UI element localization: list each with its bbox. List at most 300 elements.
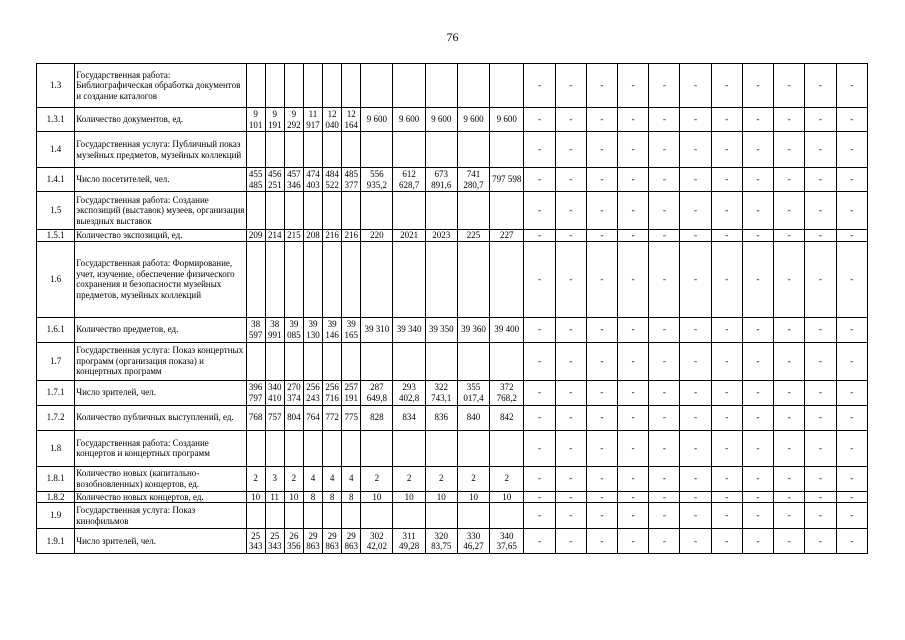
value-cell: 775: [342, 405, 361, 430]
table-row: [37, 230, 868, 242]
value-cell: 372 768,2: [490, 380, 524, 405]
value-cell: [361, 132, 393, 168]
dash-cell: -: [618, 342, 649, 380]
dash-cell: -: [555, 503, 586, 529]
value-cell: 225: [457, 230, 489, 242]
dash-cell: -: [742, 430, 773, 466]
value-cell: 322 743,1: [425, 380, 457, 405]
value-cell: 8: [342, 491, 361, 503]
value-cell: [246, 503, 265, 529]
value-cell: 474 403: [303, 168, 322, 192]
value-cell: 9 191: [265, 108, 284, 132]
value-cell: 227: [490, 230, 524, 242]
value-cell: 2: [457, 466, 489, 491]
value-cell: 4: [303, 466, 322, 491]
value-cell: 10: [490, 491, 524, 503]
value-cell: [284, 192, 303, 230]
value-cell: [284, 430, 303, 466]
value-cell: 2: [361, 466, 393, 491]
value-cell: 39 130: [303, 317, 322, 342]
dash-cell: -: [711, 192, 742, 230]
dash-cell: -: [618, 241, 649, 317]
value-cell: 10: [425, 491, 457, 503]
table-row: [37, 132, 868, 168]
dash-cell: -: [836, 380, 867, 405]
value-cell: [246, 132, 265, 168]
dash-cell: -: [711, 108, 742, 132]
value-cell: [490, 241, 524, 317]
value-cell: 29 863: [342, 529, 361, 554]
value-cell: [490, 430, 524, 466]
dash-cell: -: [680, 192, 711, 230]
dash-cell: -: [524, 491, 555, 503]
dash-cell: -: [680, 132, 711, 168]
dash-cell: -: [742, 405, 773, 430]
dash-cell: -: [774, 380, 805, 405]
dash-cell: -: [680, 108, 711, 132]
dash-cell: -: [680, 380, 711, 405]
value-cell: [246, 192, 265, 230]
dash-cell: -: [649, 430, 680, 466]
dash-cell: -: [618, 405, 649, 430]
value-cell: [393, 192, 425, 230]
value-cell: [361, 503, 393, 529]
dash-cell: -: [649, 192, 680, 230]
row-code: 1.7: [37, 342, 75, 380]
value-cell: 340 37,65: [490, 529, 524, 554]
value-cell: [457, 132, 489, 168]
value-cell: 612 628,7: [393, 168, 425, 192]
value-cell: 39 085: [284, 317, 303, 342]
value-cell: [323, 430, 342, 466]
value-cell: 8: [303, 491, 322, 503]
dash-cell: -: [618, 380, 649, 405]
dash-cell: -: [555, 132, 586, 168]
value-cell: [393, 132, 425, 168]
dash-cell: -: [680, 230, 711, 242]
dash-cell: -: [618, 192, 649, 230]
row-code: 1.9.1: [37, 529, 75, 554]
dash-cell: -: [618, 168, 649, 192]
row-code: 1.8.2: [37, 491, 75, 503]
value-cell: [284, 64, 303, 108]
dash-cell: -: [524, 317, 555, 342]
value-cell: [425, 241, 457, 317]
dash-cell: -: [649, 529, 680, 554]
dash-cell: -: [742, 466, 773, 491]
value-cell: 804: [284, 405, 303, 430]
dash-cell: -: [742, 108, 773, 132]
value-cell: 4: [323, 466, 342, 491]
value-cell: 26 356: [284, 529, 303, 554]
value-cell: [323, 342, 342, 380]
dash-cell: -: [711, 132, 742, 168]
dash-cell: -: [555, 230, 586, 242]
value-cell: 38 991: [265, 317, 284, 342]
value-cell: 9 600: [425, 108, 457, 132]
row-name: Число посетителей, чел.: [75, 168, 246, 192]
value-cell: 3: [265, 466, 284, 491]
dash-cell: -: [586, 192, 617, 230]
value-cell: [342, 132, 361, 168]
dash-cell: -: [555, 380, 586, 405]
value-cell: [361, 241, 393, 317]
dash-cell: -: [618, 491, 649, 503]
dash-cell: -: [524, 132, 555, 168]
dash-cell: -: [805, 168, 836, 192]
dash-cell: -: [618, 64, 649, 108]
dash-cell: -: [805, 241, 836, 317]
dash-cell: -: [555, 192, 586, 230]
dash-cell: -: [805, 342, 836, 380]
dash-cell: -: [805, 503, 836, 529]
value-cell: 772: [323, 405, 342, 430]
dash-cell: -: [555, 430, 586, 466]
value-cell: 25 343: [265, 529, 284, 554]
dash-cell: -: [836, 529, 867, 554]
value-cell: [490, 192, 524, 230]
dash-cell: -: [524, 64, 555, 108]
value-cell: 456 251: [265, 168, 284, 192]
value-cell: 220: [361, 230, 393, 242]
value-cell: 38 597: [246, 317, 265, 342]
value-cell: 39 350: [425, 317, 457, 342]
dash-cell: -: [711, 430, 742, 466]
value-cell: 256 716: [323, 380, 342, 405]
value-cell: 293 402,8: [393, 380, 425, 405]
row-name: Количество экспозиций, ед.: [75, 230, 246, 242]
value-cell: 836: [425, 405, 457, 430]
value-cell: [303, 241, 322, 317]
value-cell: 11 917: [303, 108, 322, 132]
value-cell: 10: [393, 491, 425, 503]
dash-cell: -: [836, 132, 867, 168]
value-cell: [393, 342, 425, 380]
value-cell: [284, 342, 303, 380]
value-cell: 2: [490, 466, 524, 491]
dash-cell: -: [524, 168, 555, 192]
dash-cell: -: [836, 405, 867, 430]
dash-cell: -: [618, 108, 649, 132]
dash-cell: -: [742, 503, 773, 529]
value-cell: [457, 430, 489, 466]
dash-cell: -: [555, 64, 586, 108]
row-code: 1.7.2: [37, 405, 75, 430]
dash-cell: -: [805, 108, 836, 132]
dash-cell: -: [836, 342, 867, 380]
dash-cell: -: [649, 342, 680, 380]
dash-cell: -: [524, 230, 555, 242]
dash-cell: -: [742, 380, 773, 405]
row-name: Государственная работа: Библиографическая обработка документов и создание каталогов: [75, 64, 246, 108]
table-row: [37, 529, 868, 554]
dash-cell: -: [586, 168, 617, 192]
row-code: 1.3: [37, 64, 75, 108]
dash-cell: -: [805, 317, 836, 342]
dash-cell: -: [742, 64, 773, 108]
value-cell: 270 374: [284, 380, 303, 405]
dash-cell: -: [618, 503, 649, 529]
dash-cell: -: [524, 405, 555, 430]
dash-cell: -: [836, 317, 867, 342]
dash-cell: -: [774, 192, 805, 230]
value-cell: [490, 342, 524, 380]
dash-cell: -: [555, 241, 586, 317]
dash-cell: -: [774, 430, 805, 466]
dash-cell: -: [524, 380, 555, 405]
value-cell: 396 797: [246, 380, 265, 405]
dash-cell: -: [680, 168, 711, 192]
value-cell: 320 83,75: [425, 529, 457, 554]
dash-cell: -: [680, 430, 711, 466]
dash-cell: -: [524, 241, 555, 317]
row-name: Государственная услуга: Показ концертных программ (организация показа) и концертных программ: [75, 342, 246, 380]
value-cell: [425, 503, 457, 529]
dash-cell: -: [680, 64, 711, 108]
dash-cell: -: [555, 466, 586, 491]
value-cell: [361, 430, 393, 466]
dash-cell: -: [836, 466, 867, 491]
value-cell: [303, 430, 322, 466]
value-cell: 302 42,02: [361, 529, 393, 554]
value-cell: 840: [457, 405, 489, 430]
dash-cell: -: [555, 491, 586, 503]
dash-cell: -: [742, 317, 773, 342]
dash-cell: -: [836, 108, 867, 132]
dash-cell: -: [618, 430, 649, 466]
dash-cell: -: [711, 317, 742, 342]
dash-cell: -: [711, 342, 742, 380]
row-name: Количество документов, ед.: [75, 108, 246, 132]
dash-cell: -: [805, 132, 836, 168]
value-cell: 673 891,6: [425, 168, 457, 192]
value-cell: 29 863: [303, 529, 322, 554]
row-name: Число зрителей, чел.: [75, 380, 246, 405]
dash-cell: -: [524, 342, 555, 380]
value-cell: 9 292: [284, 108, 303, 132]
value-cell: [425, 342, 457, 380]
dash-cell: -: [774, 317, 805, 342]
dash-cell: -: [586, 491, 617, 503]
value-cell: 9 600: [361, 108, 393, 132]
row-code: 1.6.1: [37, 317, 75, 342]
value-cell: [361, 192, 393, 230]
row-code: 1.4: [37, 132, 75, 168]
dash-cell: -: [649, 64, 680, 108]
dash-cell: -: [649, 132, 680, 168]
value-cell: 208: [303, 230, 322, 242]
row-name: Количество предметов, ед.: [75, 317, 246, 342]
value-cell: [303, 342, 322, 380]
value-cell: 9 101: [246, 108, 265, 132]
dash-cell: -: [711, 529, 742, 554]
dash-cell: -: [805, 380, 836, 405]
value-cell: [323, 132, 342, 168]
value-cell: 11: [265, 491, 284, 503]
value-cell: [342, 342, 361, 380]
value-cell: 39 165: [342, 317, 361, 342]
row-code: 1.9: [37, 503, 75, 529]
value-cell: [342, 241, 361, 317]
value-cell: [361, 342, 393, 380]
dash-cell: -: [555, 405, 586, 430]
dash-cell: -: [649, 380, 680, 405]
row-name: Государственная работа: Создание экспозиций (выставок) музеев, организация выездных выставок: [75, 192, 246, 230]
dash-cell: -: [774, 64, 805, 108]
value-cell: 828: [361, 405, 393, 430]
value-cell: [425, 132, 457, 168]
dash-cell: -: [742, 192, 773, 230]
value-cell: 842: [490, 405, 524, 430]
value-cell: [323, 241, 342, 317]
value-cell: [265, 132, 284, 168]
row-code: 1.4.1: [37, 168, 75, 192]
row-name: Государственная работа: Создание концертов и концертных программ: [75, 430, 246, 466]
value-cell: 39 340: [393, 317, 425, 342]
value-cell: [393, 503, 425, 529]
value-cell: [342, 192, 361, 230]
dash-cell: -: [774, 241, 805, 317]
value-cell: 10: [284, 491, 303, 503]
table-row: [37, 241, 868, 317]
value-cell: 330 46,27: [457, 529, 489, 554]
value-cell: 9 600: [457, 108, 489, 132]
dash-cell: -: [524, 529, 555, 554]
value-cell: [265, 342, 284, 380]
row-name: Государственная услуга: Показ кинофильмов: [75, 503, 246, 529]
dash-cell: -: [649, 466, 680, 491]
dash-cell: -: [774, 132, 805, 168]
value-cell: 457 346: [284, 168, 303, 192]
dash-cell: -: [742, 241, 773, 317]
value-cell: 256 243: [303, 380, 322, 405]
value-cell: 10: [457, 491, 489, 503]
dash-cell: -: [805, 466, 836, 491]
value-cell: [303, 503, 322, 529]
dash-cell: -: [555, 108, 586, 132]
table-row: [37, 64, 868, 108]
table-row: [37, 317, 868, 342]
dash-cell: -: [524, 466, 555, 491]
dash-cell: -: [774, 529, 805, 554]
value-cell: 2: [284, 466, 303, 491]
value-cell: [284, 132, 303, 168]
dash-cell: -: [586, 132, 617, 168]
value-cell: [425, 64, 457, 108]
value-cell: 12 040: [323, 108, 342, 132]
value-cell: 257 191: [342, 380, 361, 405]
value-cell: [457, 192, 489, 230]
dash-cell: -: [805, 192, 836, 230]
value-cell: [457, 241, 489, 317]
dash-cell: -: [586, 405, 617, 430]
row-name: Государственная услуга: Публичный показ музейных предметов, музейных коллекций: [75, 132, 246, 168]
value-cell: 2021: [393, 230, 425, 242]
dash-cell: -: [618, 529, 649, 554]
dash-cell: -: [680, 503, 711, 529]
dash-cell: -: [805, 64, 836, 108]
value-cell: 311 49,28: [393, 529, 425, 554]
table-row: [37, 405, 868, 430]
dash-cell: -: [618, 317, 649, 342]
value-cell: 9 600: [393, 108, 425, 132]
dash-cell: -: [774, 491, 805, 503]
dash-cell: -: [742, 168, 773, 192]
dash-cell: -: [555, 317, 586, 342]
value-cell: 216: [342, 230, 361, 242]
value-cell: [303, 192, 322, 230]
row-code: 1.3.1: [37, 108, 75, 132]
value-cell: [246, 430, 265, 466]
value-cell: 768: [246, 405, 265, 430]
value-cell: 340 410: [265, 380, 284, 405]
dash-cell: -: [774, 230, 805, 242]
dash-cell: -: [742, 491, 773, 503]
value-cell: [284, 241, 303, 317]
value-cell: 2: [425, 466, 457, 491]
dash-cell: -: [618, 132, 649, 168]
dash-cell: -: [836, 168, 867, 192]
value-cell: [490, 503, 524, 529]
value-cell: 2: [246, 466, 265, 491]
value-cell: 9 600: [490, 108, 524, 132]
value-cell: 39 146: [323, 317, 342, 342]
row-code: 1.7.1: [37, 380, 75, 405]
value-cell: 2: [393, 466, 425, 491]
value-cell: [490, 64, 524, 108]
dash-cell: -: [836, 491, 867, 503]
dash-cell: -: [711, 64, 742, 108]
value-cell: [265, 430, 284, 466]
indicators-table: [36, 63, 868, 554]
row-code: 1.5.1: [37, 230, 75, 242]
value-cell: 287 649,8: [361, 380, 393, 405]
row-name: Государственная работа: Формирование, учет, изучение, обеспечение физического сохранения и безопасности музейных предметов, музейных коллекций: [75, 241, 246, 317]
value-cell: 484 522: [323, 168, 342, 192]
value-cell: 29 863: [323, 529, 342, 554]
value-cell: [323, 64, 342, 108]
dash-cell: -: [524, 430, 555, 466]
value-cell: 556 935,2: [361, 168, 393, 192]
dash-cell: -: [774, 405, 805, 430]
dash-cell: -: [805, 529, 836, 554]
value-cell: 4: [342, 466, 361, 491]
dash-cell: -: [586, 503, 617, 529]
table-row: [37, 491, 868, 503]
value-cell: [393, 430, 425, 466]
dash-cell: -: [618, 466, 649, 491]
row-code: 1.8.1: [37, 466, 75, 491]
dash-cell: -: [680, 405, 711, 430]
value-cell: [246, 64, 265, 108]
dash-cell: -: [524, 108, 555, 132]
dash-cell: -: [680, 317, 711, 342]
table-row: [37, 503, 868, 529]
dash-cell: -: [805, 430, 836, 466]
dash-cell: -: [711, 405, 742, 430]
value-cell: [303, 132, 322, 168]
dash-cell: -: [555, 529, 586, 554]
value-cell: [457, 503, 489, 529]
value-cell: [393, 64, 425, 108]
row-name: Количество новых (капитально-возобновленных) концертов, ед.: [75, 466, 246, 491]
value-cell: 355 017,4: [457, 380, 489, 405]
dash-cell: -: [742, 230, 773, 242]
value-cell: 216: [323, 230, 342, 242]
dash-cell: -: [711, 503, 742, 529]
value-cell: 797 598: [490, 168, 524, 192]
table-row: [37, 380, 868, 405]
